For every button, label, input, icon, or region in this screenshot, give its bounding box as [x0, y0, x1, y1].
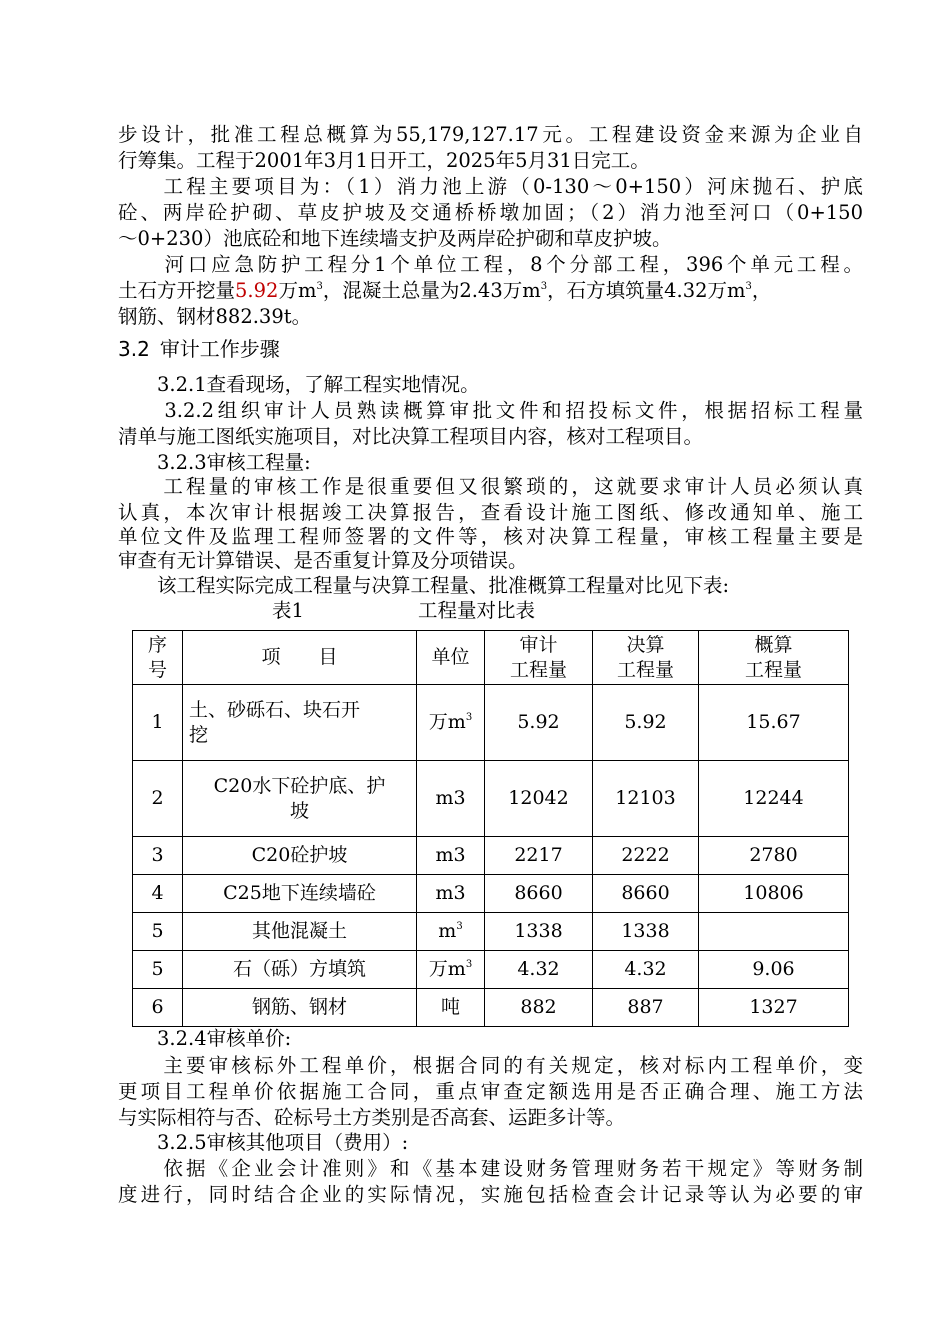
cell-item: 土、砂砾石、块石开 挖 [183, 685, 417, 761]
cell-item: 石（砾）方填筑 [183, 951, 417, 989]
header-budget: 概算 工程量 [699, 631, 849, 685]
step-line: 3.2.4审核单价: [118, 1027, 292, 1050]
highlighted-value: 5.92 [235, 279, 279, 302]
cell-seq: 4 [133, 875, 183, 913]
paragraph-line: 钢筋、钢材882.39t。 [118, 305, 312, 328]
cell-audit: 5.92 [485, 685, 593, 761]
cell-seq: 3 [133, 837, 183, 875]
step-line: 单位文件及监理工程师签署的文件等，核对决算工程量，审核工程量主要是 [118, 525, 863, 548]
table-row [133, 951, 849, 989]
superscript: 3 [540, 281, 548, 292]
header-final: 决算 工程量 [593, 631, 699, 685]
quantity-comparison-table [132, 630, 849, 1027]
cell-budget: 1327 [699, 989, 849, 1027]
table-caption-title: 工程量对比表 [418, 599, 536, 622]
paragraph-line: 河口应急防护工程分1个单位工程，8个分部工程，396个单元工程。 [118, 253, 863, 276]
step-line: 3.2.5审核其他项目（费用）: [118, 1131, 409, 1154]
header-seq: 序 号 [133, 631, 183, 685]
cell-final: 12103 [593, 761, 699, 837]
step-line: 工程量的审核工作是很重要但又很繁琐的，这就要求审计人员必须认真 [118, 475, 863, 498]
section-title: 审计工作步骤 [159, 337, 280, 361]
cell-final: 1338 [593, 913, 699, 951]
cell-audit: 2217 [485, 837, 593, 875]
cell-item: 其他混凝土 [183, 913, 417, 951]
cell-budget: 10806 [699, 875, 849, 913]
cell-unit: 万$m^3$ [417, 951, 485, 989]
cell-item: 钢筋、钢材 [183, 989, 417, 1027]
section-heading [118, 336, 280, 362]
header-audit: 审计 工程量 [485, 631, 593, 685]
cell-final: 8660 [593, 875, 699, 913]
paragraph-line: 工程主要项目为：（1）消力池上游（0-130～0+150）河床抛石、护底 [118, 175, 863, 198]
cell-unit: m3 [417, 761, 485, 837]
step-line: 3.2.1查看现场，了解工程实地情况。 [118, 373, 480, 396]
cell-audit: 12042 [485, 761, 593, 837]
step-line: 更项目工程单价依据施工合同，重点审查定额选用是否正确合理、施工方法 [118, 1080, 863, 1103]
step-line: 3.2.2组织审计人员熟读概算审批文件和招投标文件，根据招标工程量 [118, 399, 863, 422]
cell-seq: 5 [133, 913, 183, 951]
table-row [133, 685, 849, 761]
cell-unit: 吨 [417, 989, 485, 1027]
paragraph-line: ～0+230）池底砼和地下连续墙支护及两岸砼护砌和草皮护坡。 [118, 227, 672, 250]
superscript: 3 [316, 281, 323, 292]
step-line: 审查有无计算错误、是否重复计算及分项错误。 [118, 549, 528, 572]
paragraph-line [118, 278, 863, 304]
cell-final: 887 [593, 989, 699, 1027]
step-line: 度进行，同时结合企业的实际情况，实施包括检查会计记录等认为必要的审 [118, 1183, 863, 1206]
cell-budget: 15.67 [699, 685, 849, 761]
step-line: 主要审核标外工程单价，根据合同的有关规定，核对标内工程单价，变 [118, 1054, 863, 1077]
cell-item: C20水下砼护底、护 坡 [183, 761, 417, 837]
table-header-row [133, 631, 849, 685]
cell-unit: 万$m^3$ [417, 685, 485, 761]
section-number: 3.2 [118, 337, 150, 361]
cell-seq: 6 [133, 989, 183, 1027]
cell-final: 5.92 [593, 685, 699, 761]
cell-final: 2222 [593, 837, 699, 875]
cell-unit: m3 [417, 837, 485, 875]
text-segment: 土石方开挖量 [118, 279, 236, 302]
table-row [133, 989, 849, 1027]
cell-audit: 882 [485, 989, 593, 1027]
cell-seq: 2 [133, 761, 183, 837]
step-line: 3.2.3审核工程量: [118, 451, 311, 474]
cell-budget: 2780 [699, 837, 849, 875]
table-row [133, 913, 849, 951]
step-line: 该工程实际完成工程量与决算工程量、批准概算工程量对比见下表: [118, 574, 730, 597]
cell-audit: 4.32 [485, 951, 593, 989]
step-line: 与实际相符与否、砼标号土方类别是否高套、运距多计等。 [118, 1106, 626, 1129]
superscript: 3 [745, 281, 752, 292]
cell-budget [699, 913, 849, 951]
cell-audit: 8660 [485, 875, 593, 913]
paragraph-line: 行筹集。工程于2001年3月1日开工，2025年5月31日完工。 [118, 149, 650, 172]
text-segment: 万m [278, 279, 317, 302]
header-item: 项 目 [183, 631, 417, 685]
cell-budget: 12244 [699, 761, 849, 837]
cell-final: 4.32 [593, 951, 699, 989]
cell-item: C20砼护坡 [183, 837, 417, 875]
paragraph-line: 砼、两岸砼护砌、草皮护坡及交通桥桥墩加固；（2）消力池至河口（0+150 [118, 201, 863, 224]
table-row [133, 837, 849, 875]
step-line: 依据《企业会计准则》和《基本建设财务管理财务若干规定》等财务制 [118, 1157, 863, 1180]
cell-seq: 5 [133, 951, 183, 989]
table-row [133, 761, 849, 837]
cell-item: C25地下连续墙砼 [183, 875, 417, 913]
cell-unit: $m^3$ [417, 913, 485, 951]
table-row [133, 875, 849, 913]
cell-audit: 1338 [485, 913, 593, 951]
table-caption-number: 表1 [272, 599, 304, 622]
header-unit: 单位 [417, 631, 485, 685]
text-segment: ， [751, 279, 772, 302]
cell-budget: 9.06 [699, 951, 849, 989]
step-line: 清单与施工图纸实施项目，对比决算工程项目内容，核对工程项目。 [118, 425, 704, 448]
text-segment: ，混凝土总量为2.43万m [322, 279, 541, 302]
paragraph-line: 步设计，批准工程总概算为55,179,127.17元。工程建设资金来源为企业自 [118, 123, 863, 146]
cell-unit: m3 [417, 875, 485, 913]
step-line: 认真，本次审计根据竣工决算报告，查看设计施工图纸、修改通知单、施工 [118, 501, 863, 524]
cell-seq: 1 [133, 685, 183, 761]
text-segment: ，石方填筑量4.32万m [547, 279, 746, 302]
